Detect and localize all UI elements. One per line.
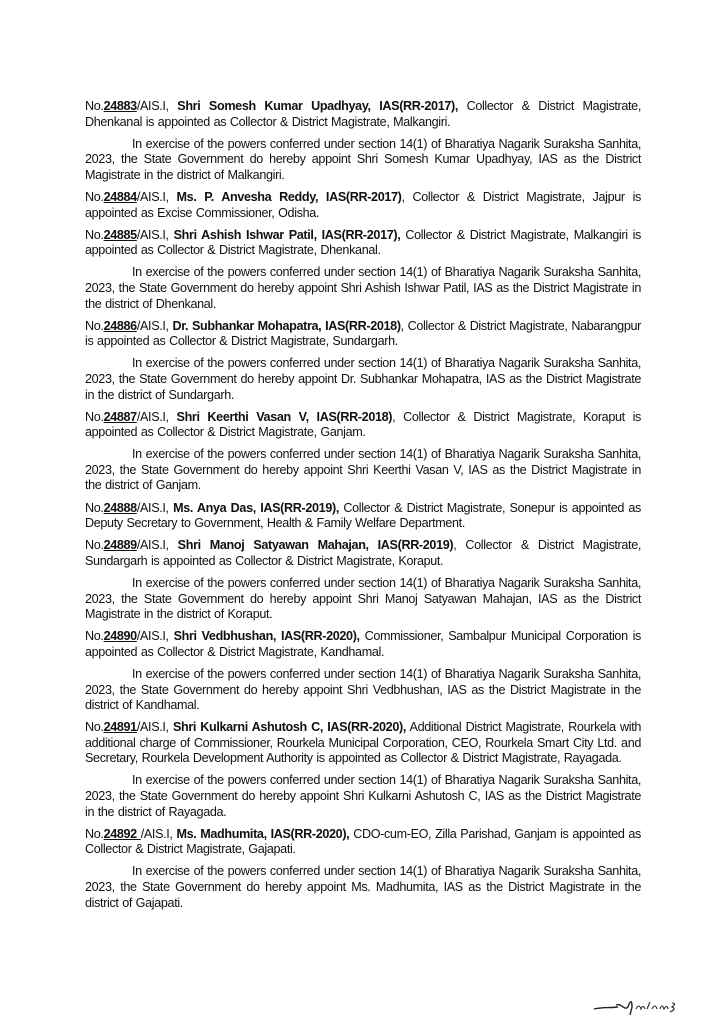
order-suffix: /AIS.I, (136, 409, 177, 424)
order-number: 24884 (103, 189, 137, 204)
order-prefix: No. (85, 189, 104, 204)
order-number: 24883 (103, 99, 137, 113)
order-suffix: /AIS.I, (136, 318, 173, 333)
officer-name: Shri Ashish Ishwar Patil, IAS(RR-2017), (173, 227, 401, 242)
order-prefix: No. (85, 826, 104, 841)
order-text: , Collector & District Magistrate, Sundargarh is appointed as Collector & District Magistrate, Koraput. (85, 538, 641, 568)
order-number: 24892 (103, 826, 141, 841)
order-text: CDO-cum-EO, Zilla Parishad, Ganjam is appointed as Collector & District Magistrate, Gajapati. (85, 826, 641, 857)
order-paragraph (85, 99, 641, 130)
order-number: 24887 (103, 409, 137, 424)
exercise-paragraph: In exercise of the powers conferred under section 14(1) of Bharatiya Nagarik Suraksha Sanhita, 2023, the State Government do hereby appoint Dr. Subhankar Mohapatra, IAS as the District Magistrate in the district of Sundargarh. (85, 356, 641, 402)
order-number: 24888 (103, 500, 137, 515)
order-prefix: No. (85, 227, 104, 242)
order-text: , Collector & District Magistrate, Nabarangpur is appointed as Collector & District Magistrate, Sundargarh. (85, 318, 641, 349)
exercise-paragraph: In exercise of the powers conferred under section 14(1) of Bharatiya Nagarik Suraksha Sanhita, 2023, the State Government do hereby appoint Shri Somesh Kumar Upadhyay, IAS as the District Magistrate in the district of Malkangiri. (85, 136, 641, 182)
order-prefix: No. (85, 538, 104, 553)
order-text: , Collector & District Magistrate, Koraput is appointed as Collector & District Magistrate, Ganjam. (85, 409, 641, 440)
order-paragraph (85, 827, 641, 858)
officer-name: Shri Somesh Kumar Upadhyay, IAS(RR-2017), (177, 99, 458, 113)
exercise-paragraph: In exercise of the powers conferred under section 14(1) of Bharatiya Nagarik Suraksha Sanhita, 2023, the State Government do hereby appoint Ms. Madhumita, IAS as the District Magistrate in the district of Gajapati. (85, 864, 641, 910)
order-suffix: /AIS.I, (136, 189, 177, 204)
order-suffix: /AIS.I, (136, 227, 174, 242)
officer-name: Shri Keerthi Vasan V, IAS(RR-2018) (176, 409, 393, 424)
exercise-paragraph: In exercise of the powers conferred under section 14(1) of Bharatiya Nagarik Suraksha Sanhita, 2023, the State Government do hereby appoint Shri Kulkarni Ashutosh C, IAS as the District Magistrate in the district of Rayagada. (85, 773, 641, 819)
order-text: Commissioner, Sambalpur Municipal Corporation is appointed as Collector & District Magistrate, Kandhamal. (85, 629, 641, 659)
order-prefix: No. (85, 409, 104, 424)
signature (592, 995, 682, 1017)
exercise-paragraph: In exercise of the powers conferred under section 14(1) of Bharatiya Nagarik Suraksha Sanhita, 2023, the State Government do hereby appoint Shri Manoj Satyawan Mahajan, IAS as the District Magistrate in the district of Koraput. (85, 575, 641, 622)
order-document (85, 99, 641, 918)
order-number: 24886 (103, 318, 137, 333)
officer-name: Ms. P. Anvesha Reddy, IAS(RR-2017) (176, 189, 402, 204)
order-paragraph (85, 629, 641, 660)
order-prefix: No. (85, 629, 104, 644)
order-number: 24889 (103, 538, 137, 553)
order-text: Collector & District Magistrate, Sonepur is appointed as Deputy Secretary to Government, Health & Family Welfare Department. (85, 500, 641, 531)
officer-name: Shri Kulkarni Ashutosh C, IAS(RR-2020), (172, 720, 406, 735)
order-number: 24885 (103, 227, 137, 242)
exercise-paragraph: In exercise of the powers conferred under section 14(1) of Bharatiya Nagarik Suraksha Sanhita, 2023, the State Government do hereby appoint Shri Keerthi Vasan V, IAS as the District Magistrate in the district of Ganjam. (85, 447, 641, 493)
order-text: Additional District Magistrate, Rourkela with additional charge of Commissioner, Rourkela Municipal Corporation, CEO, Rourkela Smart City Ltd. and Secretary, Rourkela Development Authority is appointed as Collector & District Magistrate, Rayagada. (85, 720, 642, 766)
officer-name: Ms. Madhumita, IAS(RR-2020), (176, 826, 350, 841)
order-suffix: /AIS.I, (136, 500, 174, 515)
order-suffix: /AIS.I, (136, 99, 178, 113)
order-suffix: /AIS.I, (140, 826, 177, 841)
order-suffix: /AIS.I, (136, 538, 178, 553)
order-paragraph (85, 720, 641, 767)
officer-name: Dr. Subhankar Mohapatra, IAS(RR-2018) (172, 318, 401, 333)
order-number: 24890 (103, 629, 137, 644)
order-prefix: No. (85, 500, 104, 515)
order-paragraph (85, 319, 641, 350)
order-text: Collector & District Magistrate, Malkangiri is appointed as Collector & District Magistrate, Dhenkanal. (85, 227, 641, 258)
officer-name: Ms. Anya Das, IAS(RR-2019), (173, 500, 339, 515)
order-prefix: No. (85, 720, 104, 735)
order-suffix: /AIS.I, (136, 629, 174, 644)
order-text: , Collector & District Magistrate, Jajpur is appointed as Excise Commissioner, Odisha. (85, 189, 641, 220)
order-suffix: /AIS.I, (136, 720, 173, 735)
order-paragraph (85, 190, 641, 221)
order-prefix: No. (85, 318, 104, 333)
order-paragraph (85, 538, 641, 569)
order-number: 24891 (103, 720, 137, 735)
order-paragraph (85, 410, 641, 441)
order-paragraph (85, 501, 641, 532)
exercise-paragraph: In exercise of the powers conferred under section 14(1) of Bharatiya Nagarik Suraksha Sanhita, 2023, the State Government do hereby appoint Shri Ashish Ishwar Patil, IAS as the District Magistrate in the district of Dhenkanal. (85, 265, 641, 311)
order-text: Collector & District Magistrate, Dhenkanal is appointed as Collector & District Magistrate, Malkangiri. (85, 99, 641, 129)
officer-name: Shri Vedbhushan, IAS(RR-2020), (173, 629, 360, 644)
exercise-paragraph: In exercise of the powers conferred under section 14(1) of Bharatiya Nagarik Suraksha Sanhita, 2023, the State Government do hereby appoint Shri Vedbhushan, IAS as the District Magistrate in the district of Kandhamal. (85, 666, 641, 713)
order-paragraph (85, 228, 641, 259)
officer-name: Shri Manoj Satyawan Mahajan, IAS(RR-2019) (177, 538, 454, 553)
order-prefix: No. (85, 99, 104, 113)
